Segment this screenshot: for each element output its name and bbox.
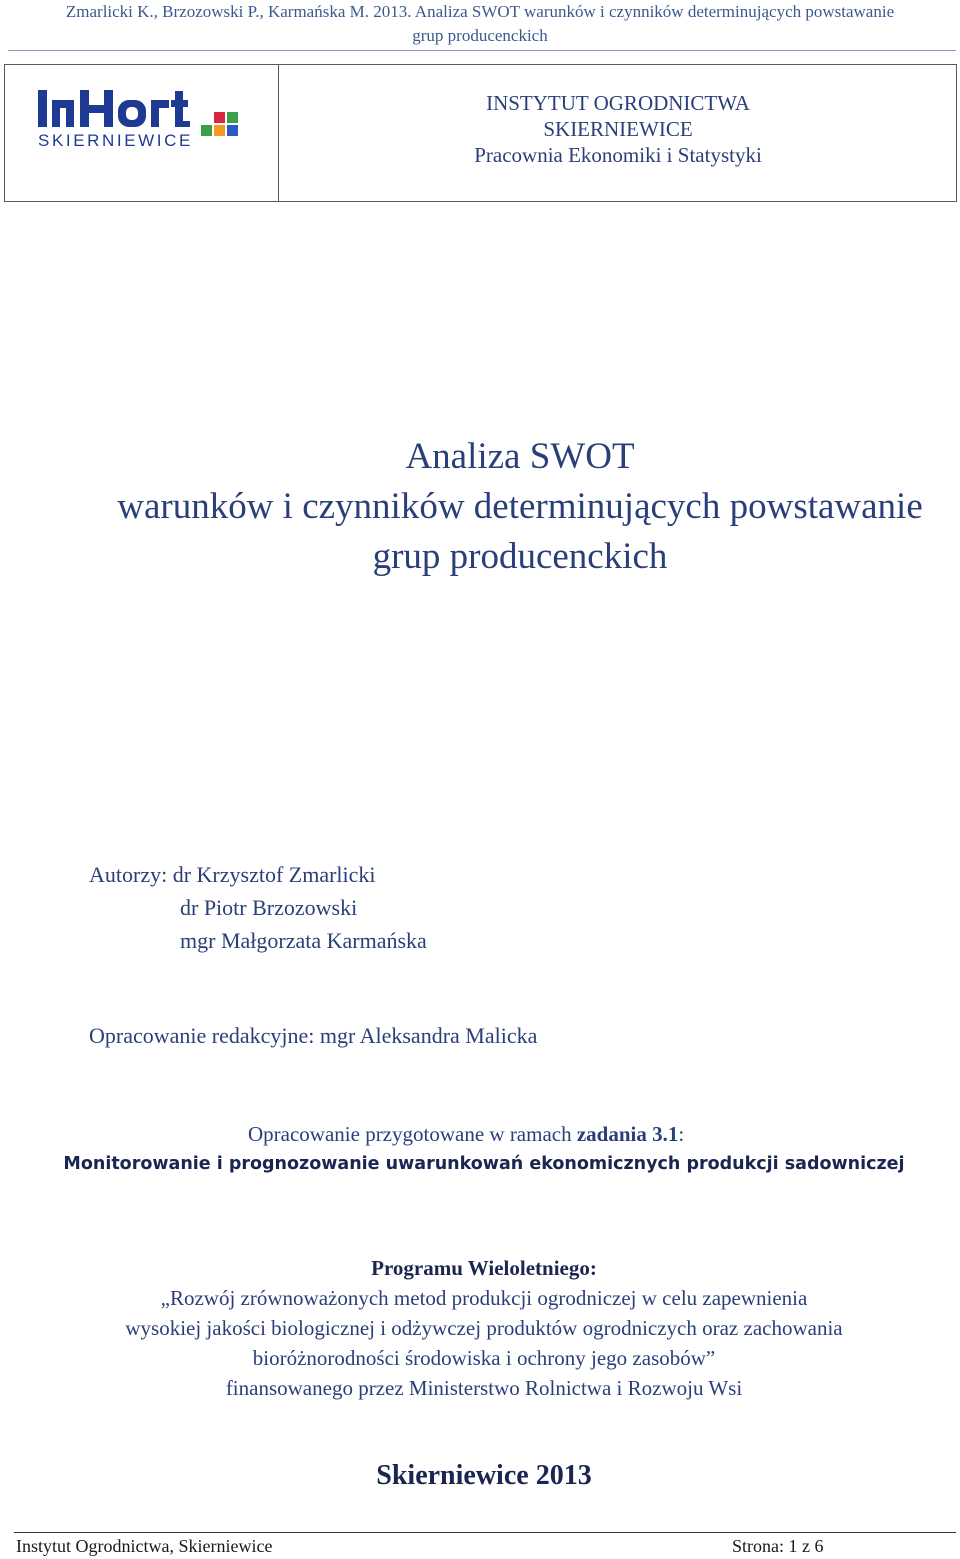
task-prefix: Opracowanie przygotowane w ramach [248, 1122, 577, 1146]
header-rule [8, 50, 956, 51]
institute-name-line-1: INSTYTUT OGRODNICTWA [486, 91, 750, 115]
author-row-1 [89, 858, 427, 891]
program-line-4: finansowanego przez Ministerstwo Rolnictwa i Rozwoju Wsi [225, 1376, 743, 1400]
task-ref: zadania 3.1 [576, 1122, 679, 1146]
inhort-logo [36, 88, 251, 150]
logo-squares [201, 112, 238, 136]
author-1: dr Krzysztof Zmarlicki [172, 862, 376, 887]
author-2: dr Piotr Brzozowski [180, 895, 358, 920]
program-block [0, 1253, 960, 1403]
place-and-year: Skierniewice 2013 [376, 1460, 592, 1491]
program-line-1: „Rozwój zrównoważonych metod produkcji ogrodniczej w celu zapewnienia [160, 1286, 808, 1310]
title-line-2: warunków i czynników determinujących powstawanie [117, 486, 923, 527]
document-title [0, 432, 960, 582]
footer-rule [14, 1532, 956, 1533]
institute-department: Pracownia Ekonomiki i Statystyki [474, 143, 762, 167]
author-3: mgr Małgorzata Karmańska [180, 928, 427, 953]
running-header-line-2: grup producenckich [412, 26, 548, 45]
running-header-line-1: Zmarlicki K., Brzozowski P., Karmańska M. 2013. Analiza SWOT warunków i czynników determinujących powstawanie [65, 2, 895, 21]
program-line-2: wysokiej jakości biologicznej i odżywczej produktów ogrodniczych oraz zachowania [125, 1316, 843, 1340]
authors-block [89, 858, 427, 957]
authors-label: Autorzy: [89, 862, 173, 887]
task-line [248, 1120, 684, 1148]
logo-subtext: SKIERNIEWICE [38, 131, 193, 150]
title-line-1: Analiza SWOT [405, 436, 635, 477]
task-suffix: : [678, 1122, 685, 1146]
running-header [0, 0, 960, 48]
footer-institution: Instytut Ogrodnictwa, Skierniewice [16, 1536, 273, 1556]
title-line-3: grup producenckich [372, 536, 668, 577]
task-title: Monitorowanie i prognozowanie uwarunkowań ekonomicznych produkcji sadowniczej [63, 1154, 905, 1174]
logo-wordmark [38, 90, 190, 127]
footer-page-number: Strona: 1 z 6 [732, 1536, 824, 1556]
institute-name-line-2: SKIERNIEWICE [543, 117, 693, 141]
editor-credit: Opracowanie redakcyjne: mgr Aleksandra Malicka [89, 1023, 538, 1048]
program-heading: Programu Wieloletniego: [371, 1256, 597, 1280]
program-line-3: bioróżnorodności środowiska i ochrony jego zasobów” [252, 1346, 716, 1370]
institute-name [279, 90, 957, 168]
